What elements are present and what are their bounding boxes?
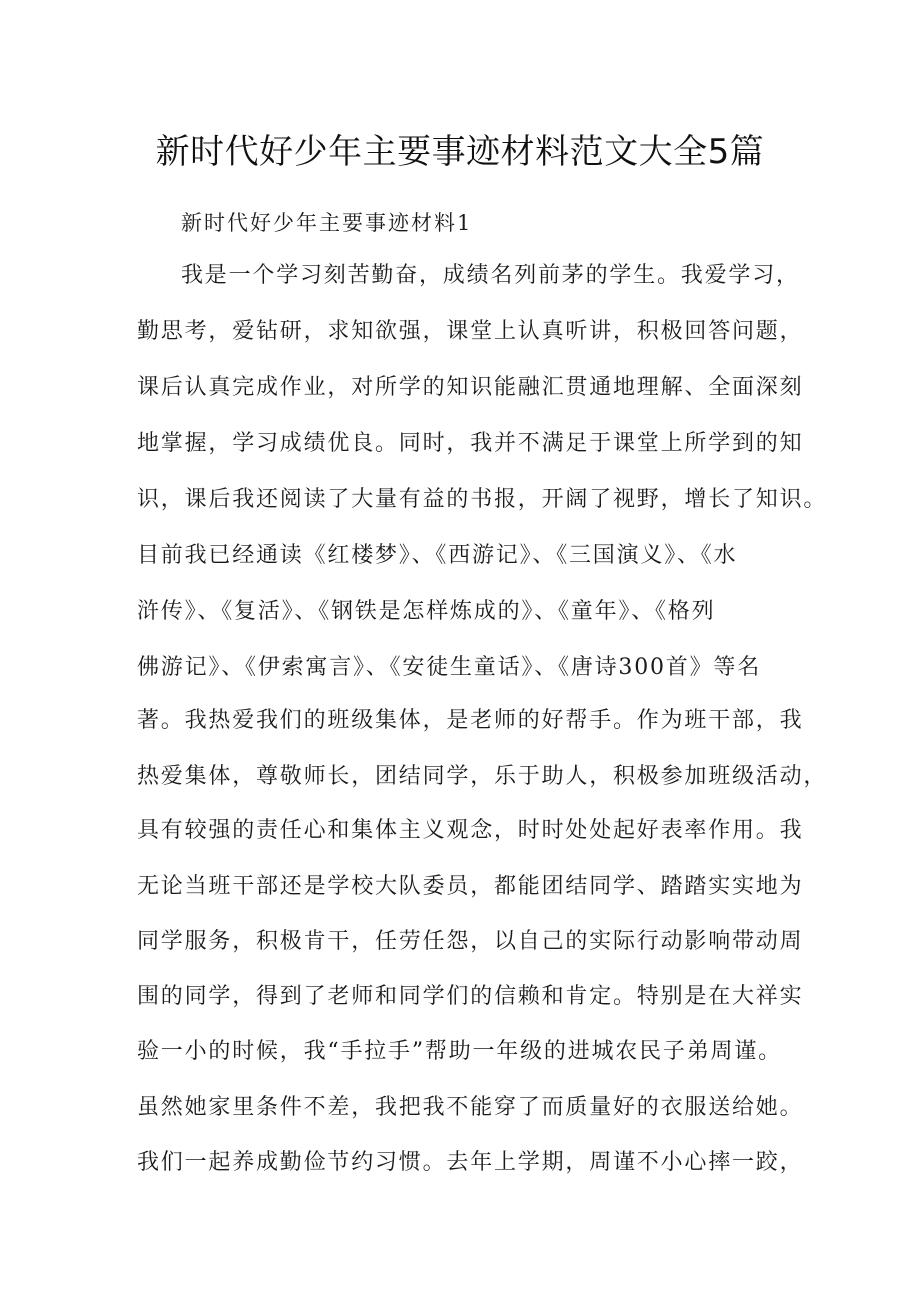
- text-line: 验一小的时候，我“手拉手”帮助一年级的进城农民子弟周谨。: [137, 1039, 782, 1064]
- text-line: 浒传》、《复活》、《钢铁是怎样炼成的》、《童年》、《格列: [137, 599, 716, 624]
- text-line: 围的同学，得到了老师和同学们的信赖和肯定。特别是在大祥实: [137, 984, 804, 1009]
- text-line: 无论当班干部还是学校大队委员，都能团结同学、踏踏实实地为: [137, 874, 804, 899]
- text-line: 佛游记》、《伊索寓言》、《安徒生童话》、《唐诗300首》等名: [137, 655, 761, 680]
- text-line: 热爱集体，尊敬师长，团结同学，乐于助人，积极参加班级活动，: [137, 764, 828, 789]
- text-line: 识，课后我还阅读了大量有益的书报，开阔了视野，增长了知识。: [137, 487, 828, 512]
- text-line: 虽然她家里条件不差，我把我不能穿了而质量好的衣服送给她。: [137, 1095, 804, 1120]
- text-line: 我们一起养成勤俭节约习惯。去年上学期，周谨不小心摔一跤，: [137, 1150, 804, 1175]
- text-line: 课后认真完成作业，对所学的知识能融汇贯通地理解、全面深刻: [137, 375, 804, 400]
- text-line: 目前我已经通读《红楼梦》、《西游记》、《三国演义》、《水: [137, 543, 738, 568]
- text-line: 具有较强的责任心和集体主义观念，时时处处起好表率作用。我: [137, 818, 804, 843]
- text-line: 勤思考，爱钻研，求知欲强，课堂上认真听讲，积极回答问题，: [137, 319, 804, 344]
- text-line: 著。我热爱我们的班级集体，是老师的好帮手。作为班干部，我: [137, 708, 804, 733]
- text-line: 同学服务，积极肯干，任劳任怨，以自己的实际行动影响带动周: [137, 929, 804, 954]
- text-line: 我是一个学习刻苦勤奋，成绩名列前茅的学生。我爱学习，: [181, 263, 800, 288]
- text-line: 地掌握，学习成绩优良。同时，我并不满足于课堂上所学到的知: [137, 431, 804, 456]
- document-title: 新时代好少年主要事迹材料范文大全5篇: [155, 132, 765, 172]
- section-heading: 新时代好少年主要事迹材料1: [181, 211, 473, 235]
